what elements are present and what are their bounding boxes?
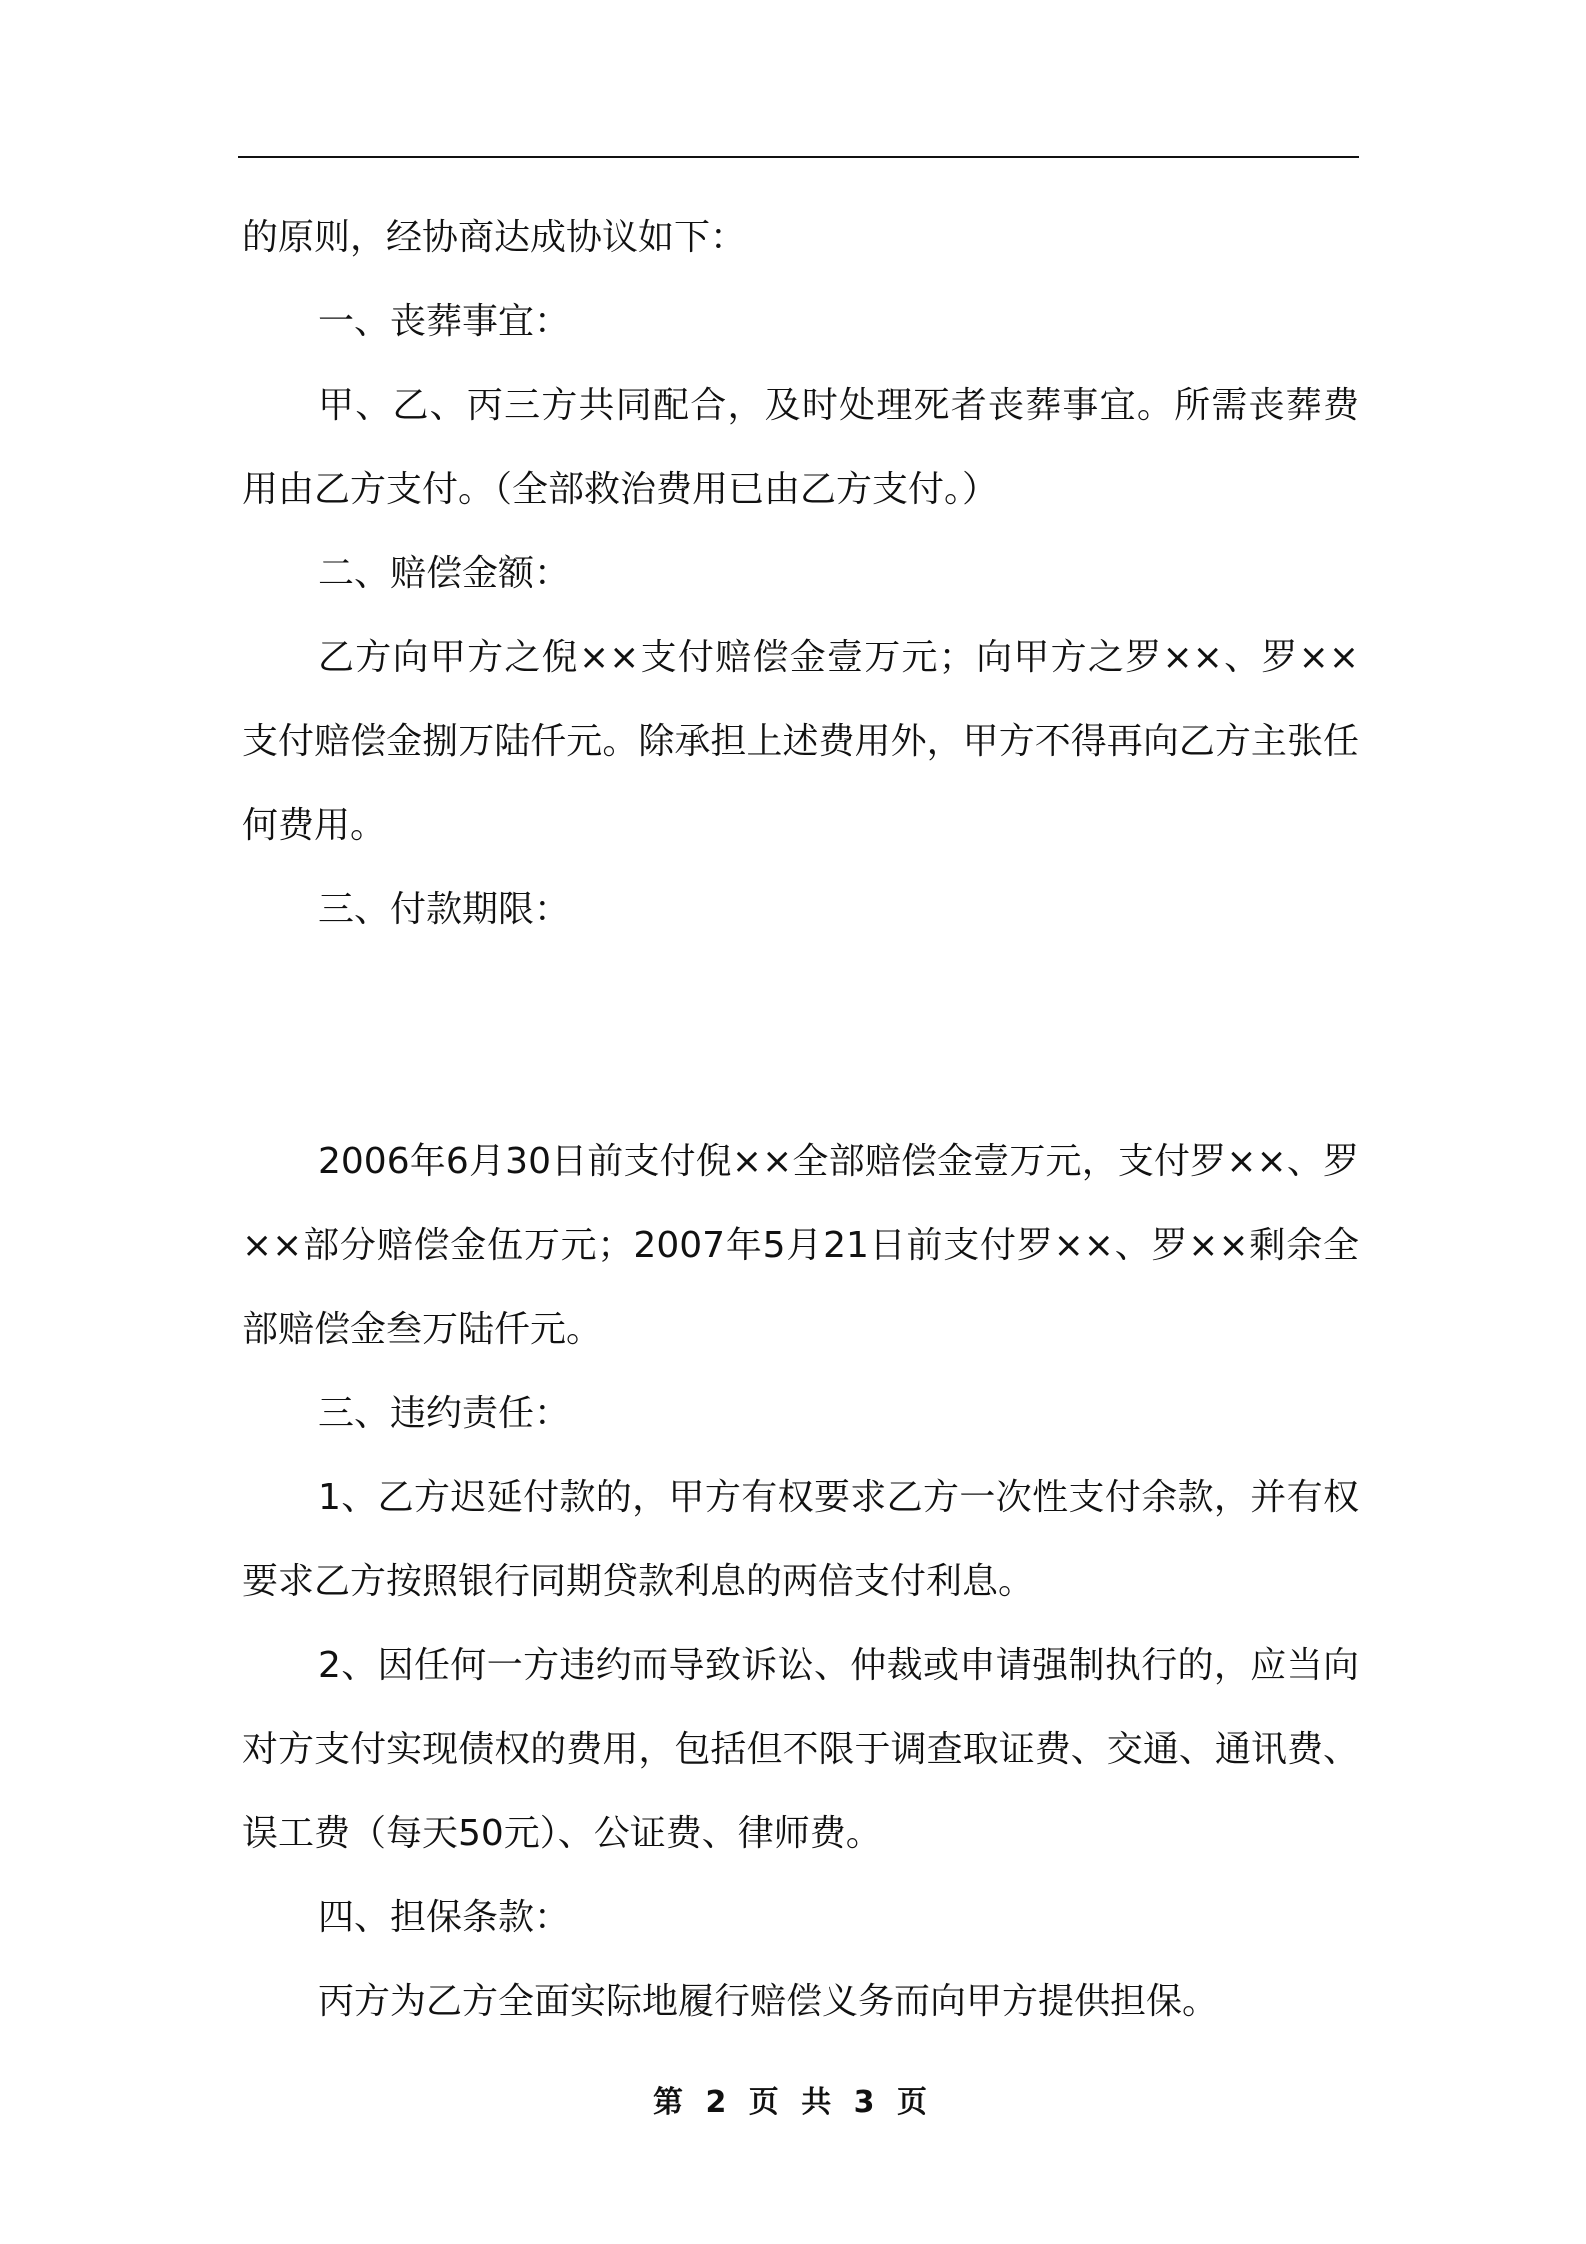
paragraph-intro-continuation: 的原则，经协商达成协议如下： bbox=[242, 217, 747, 258]
heading-funeral-matters: 一、丧葬事宜： bbox=[318, 301, 571, 342]
heading-payment-deadline: 三、付款期限： bbox=[318, 889, 571, 930]
heading-breach-liability: 三、违约责任： bbox=[318, 1393, 571, 1434]
blank-gap bbox=[242, 952, 1359, 1120]
paragraph-guarantee-clause: 丙方为乙方全面实际地履行赔偿义务而向甲方提供担保。 bbox=[318, 1981, 1219, 2022]
heading-guarantee-clause: 四、担保条款： bbox=[318, 1897, 571, 1938]
paragraph-breach-item-2: 2、因任何一方违约而导致诉讼、仲裁或申请强制执行的，应当向对方支付实现债权的费用，包括但不限于调查取证费、交通、通讯费、误工费（每天50元）、公证费、律师费。 bbox=[242, 1645, 1359, 1854]
paragraph-payment-deadline: 2006年6月30日前支付倪××全部赔偿金壹万元，支付罗××、罗××部分赔偿金伍万元；2007年5月21日前支付罗××、罗××剩余全部赔偿金叁万陆仟元。 bbox=[242, 1141, 1359, 1350]
page-number-footer: 第 2 页 共 3 页 bbox=[653, 2085, 933, 2120]
document-body bbox=[242, 196, 1359, 2044]
paragraph-funeral-matters: 甲、乙、丙三方共同配合，及时处理死者丧葬事宜。所需丧葬费用由乙方支付。（全部救治费用已由乙方支付。） bbox=[242, 385, 1359, 510]
header-rule bbox=[238, 156, 1359, 158]
paragraph-compensation-amount: 乙方向甲方之倪××支付赔偿金壹万元；向甲方之罗××、罗××支付赔偿金捌万陆仟元。除承担上述费用外，甲方不得再向乙方主张任何费用。 bbox=[242, 637, 1359, 846]
paragraph-breach-item-1: 1、乙方迟延付款的，甲方有权要求乙方一次性支付余款，并有权要求乙方按照银行同期贷款利息的两倍支付利息。 bbox=[242, 1477, 1359, 1602]
heading-compensation-amount: 二、赔偿金额： bbox=[318, 553, 571, 594]
